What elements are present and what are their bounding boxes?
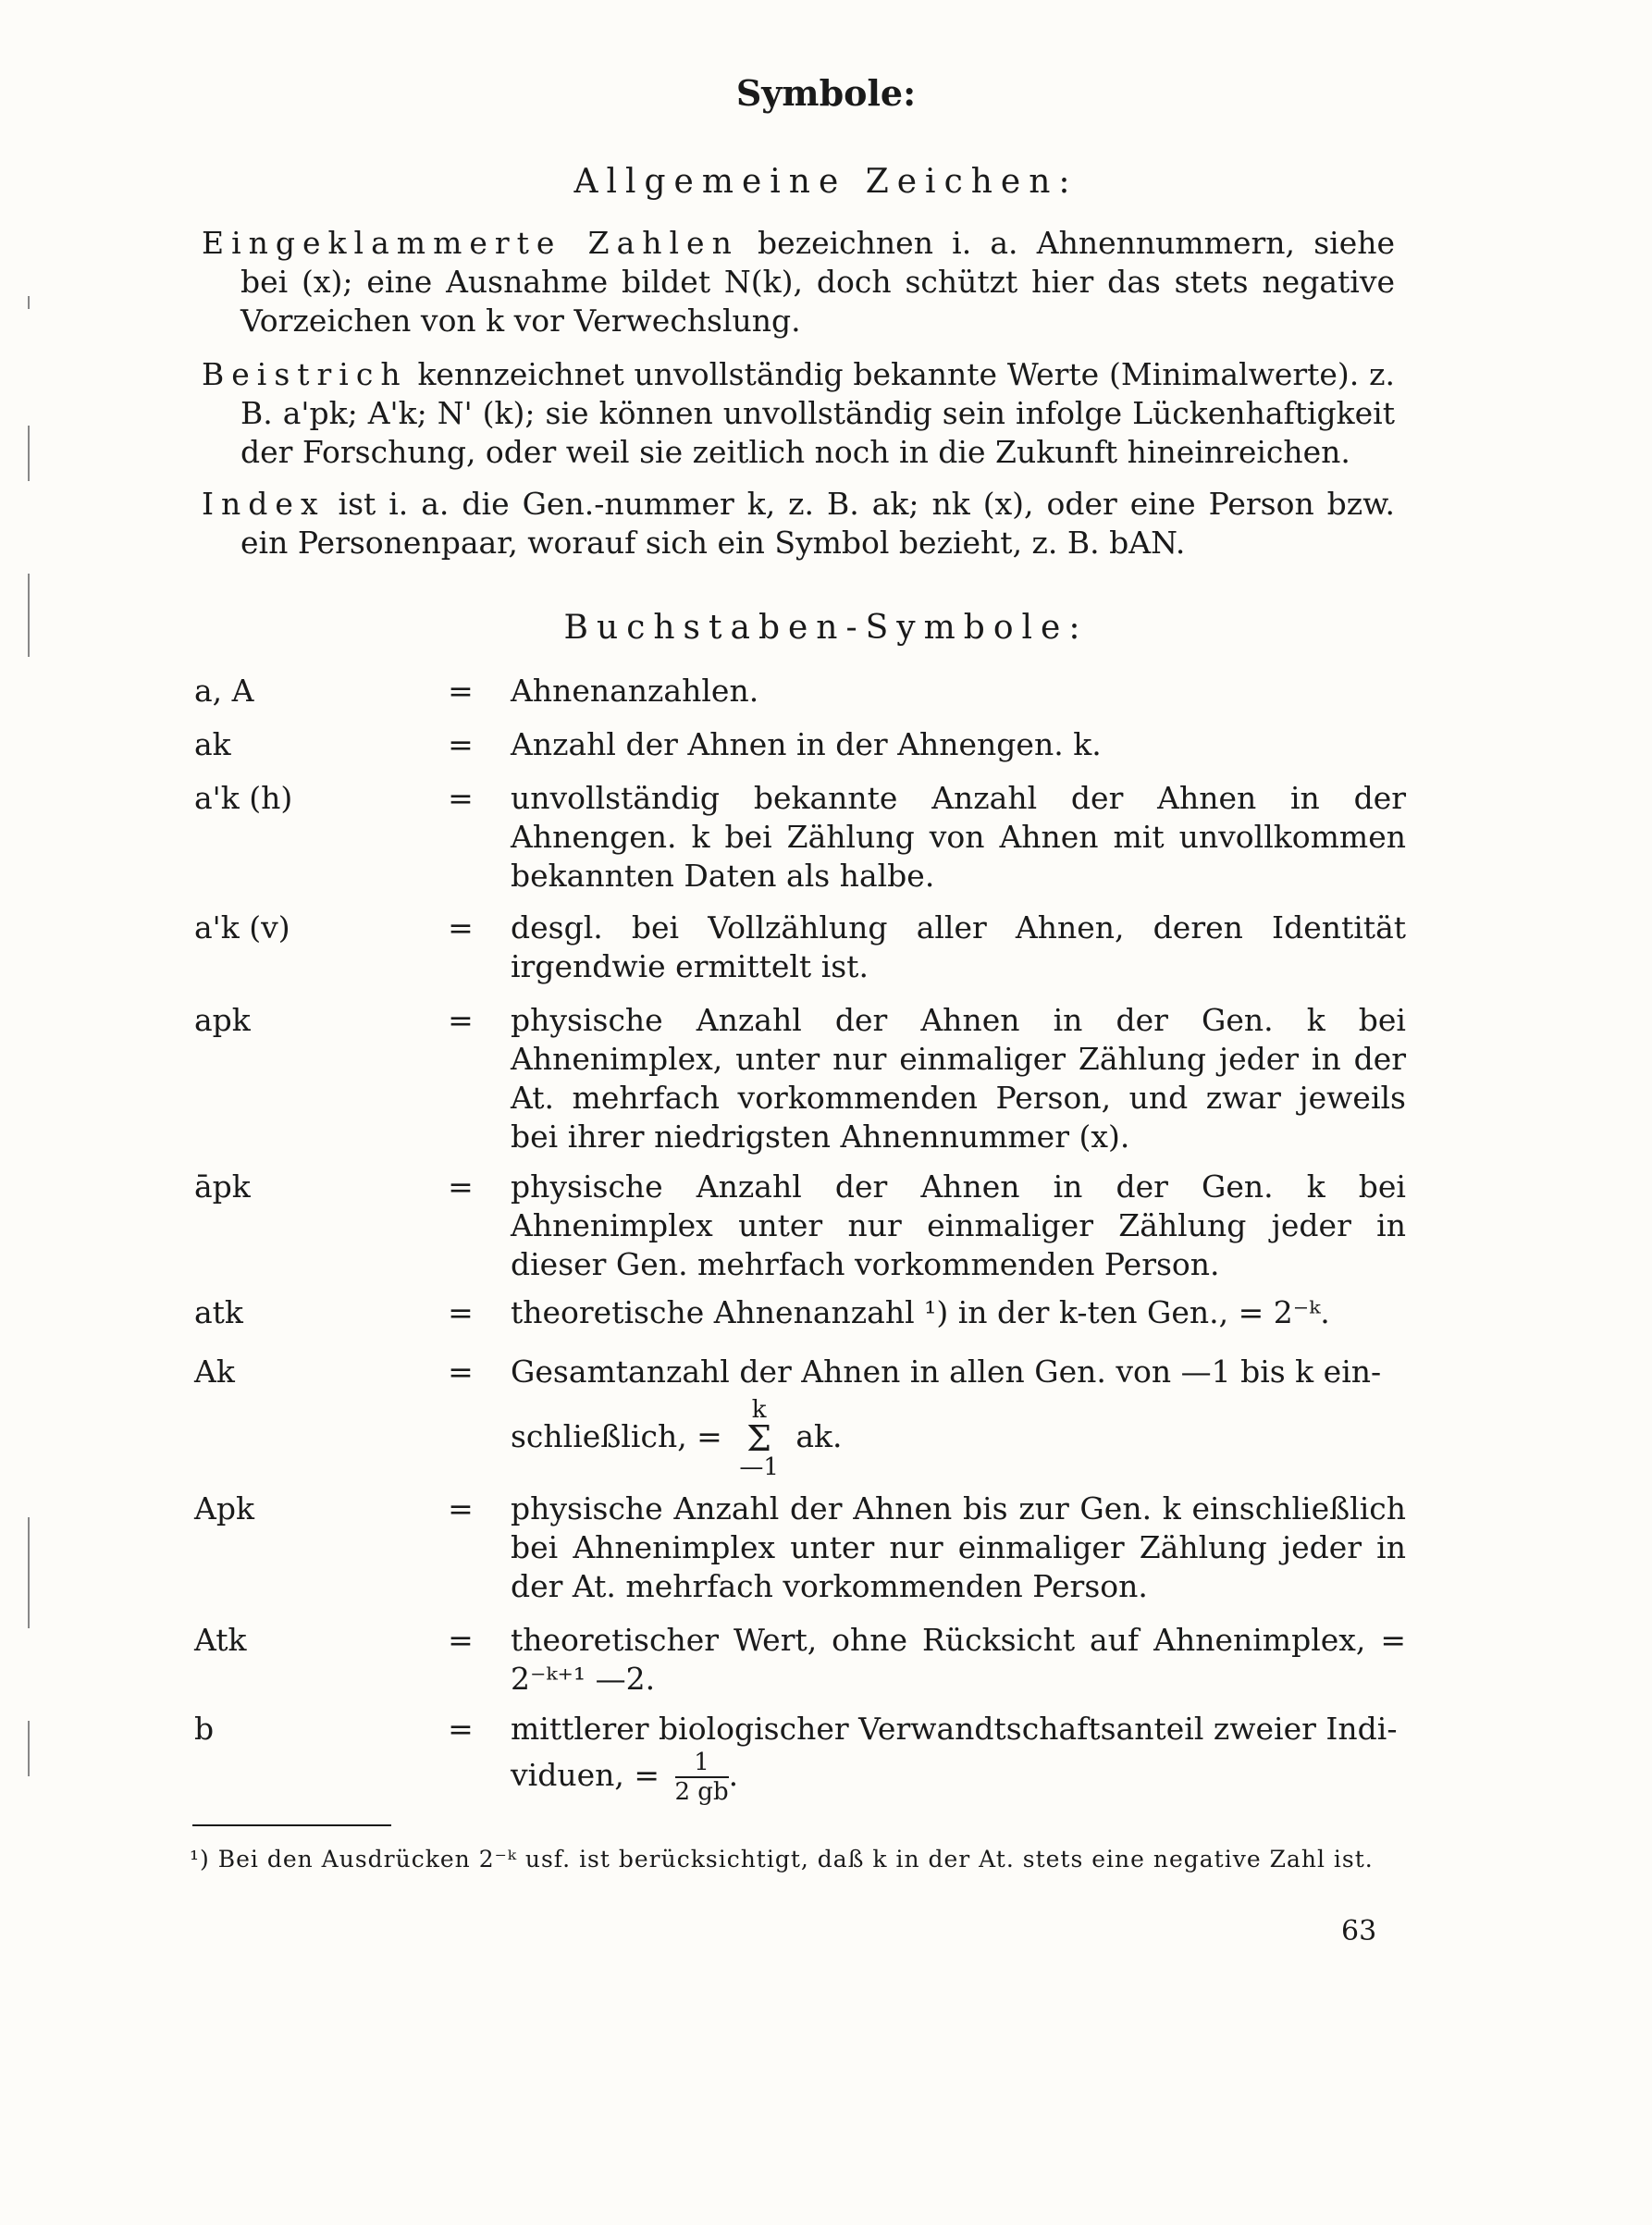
fraction-denominator: 2 gb xyxy=(674,1778,729,1806)
definition-text: schließlich, = xyxy=(511,1418,722,1454)
general-entry-text: kennzeichnet unvollständig bekannte Werte (Minimalwerte). z. B. a'pk; A'k; N' (k); sie können unvollständig sein infolge Lückenhaftigkeit der Forschung, oder weil sie zeitlich noch in die Zukunft hineinreichen. xyxy=(240,356,1395,470)
symbol-term: a, A xyxy=(194,673,254,709)
footnote-rule xyxy=(192,1824,391,1826)
equals-sign: = xyxy=(448,1711,474,1747)
equals-sign: = xyxy=(448,726,474,762)
general-signs-heading: Allgemeine Zeichen: xyxy=(573,163,1079,201)
symbol-definition: theoretischer Wert, ohne Rücksicht auf Ahnenimplex, = 2⁻ᵏ⁺¹ —2. xyxy=(511,1622,1406,1697)
equals-sign: = xyxy=(448,780,474,816)
equals-sign: = xyxy=(448,1622,474,1658)
scan-mark xyxy=(28,426,30,481)
letter-symbols-heading: Buchstaben-Symbole: xyxy=(563,609,1089,647)
equals-sign: = xyxy=(448,673,474,709)
fraction-numerator: 1 xyxy=(675,1749,729,1778)
symbol-term: ak xyxy=(194,726,231,762)
symbol-term: a'k (v) xyxy=(194,909,290,946)
equals-sign: = xyxy=(448,1294,474,1330)
symbol-term: apk xyxy=(194,1002,251,1038)
symbol-definition: unvollständig bekannte Anzahl der Ahnen in der Ahnengen. k bei Zählung von Ahnen mit unvollkommen bekannten Daten als halbe. xyxy=(511,780,1406,894)
general-entry-text: ist i. a. die Gen.-nummer k, z. B. ak; nk (x), oder eine Person bzw. ein Personenpaar, worauf sich ein Symbol bezieht, z. B. bAN. xyxy=(240,486,1395,561)
symbol-definition: physische Anzahl der Ahnen in der Gen. k bei Ahnenimplex unter nur einmaliger Zählung jeder in dieser Gen. mehrfach vorkommenden Person. xyxy=(511,1168,1406,1282)
symbol-definition xyxy=(511,1710,1406,1806)
general-entry-term: Index xyxy=(202,486,326,522)
symbol-term: āpk xyxy=(194,1168,251,1205)
symbol-definition: Ahnenanzahlen. xyxy=(511,673,759,709)
definition-text: ak. xyxy=(795,1418,843,1454)
symbol-term: atk xyxy=(194,1294,243,1330)
page-number: 63 xyxy=(1341,1915,1377,1947)
definition-line: mittlerer biologischer Verwandtschaftsanteil zweier Indi- xyxy=(511,1711,1398,1747)
general-entry-term: Eingeklammerte Zahlen xyxy=(202,225,739,261)
definition-line: Gesamtanzahl der Ahnen in allen Gen. von —1 bis k ein- xyxy=(511,1354,1382,1390)
scan-mark xyxy=(28,1721,30,1776)
scan-mark xyxy=(28,1517,30,1628)
symbol-definition: desgl. bei Vollzählung aller Ahnen, deren Identität irgendwie ermittelt ist. xyxy=(511,909,1406,984)
general-entry-brackets xyxy=(202,224,1395,340)
general-entry-index xyxy=(202,485,1395,562)
general-entry-text: bezeichnen i. a. Ahnennummern, siehe bei (x); eine Ausnahme bildet N(k), doch schützt hier das stets negative Vorzeichen von k vor Verwechslung. xyxy=(240,225,1396,339)
symbol-definition: physische Anzahl der Ahnen bis zur Gen. k einschließlich bei Ahnenimplex unter nur einmaliger Zählung jeder in der At. mehrfach vorkommenden Person. xyxy=(511,1490,1406,1604)
general-entry-term: Beistrich xyxy=(202,356,408,392)
scan-mark xyxy=(28,296,30,309)
equals-sign: = xyxy=(448,1002,474,1038)
symbol-term: Atk xyxy=(194,1622,247,1658)
definition-line xyxy=(511,1397,1406,1480)
footnote: ¹) Bei den Ausdrücken 2⁻ᵏ usf. ist berücksichtigt, daß k in der At. stets eine negative Zahl ist. xyxy=(190,1846,1374,1873)
symbol-term: b xyxy=(194,1711,215,1747)
definition-line xyxy=(511,1749,1406,1806)
definition-text: . xyxy=(728,1757,739,1793)
symbol-definition: theoretische Ahnenanzahl ¹) in der k-ten Gen., = 2⁻ᵏ. xyxy=(511,1294,1330,1330)
equals-sign: = xyxy=(448,1490,474,1527)
summation-expression xyxy=(739,1397,779,1480)
page-title: Symbole: xyxy=(735,72,917,114)
summation-sign: Σ xyxy=(746,1418,772,1459)
symbol-definition xyxy=(511,1353,1406,1480)
equals-sign: = xyxy=(448,1354,474,1390)
symbol-definition: physische Anzahl der Ahnen in der Gen. k bei Ahnenimplex, unter nur einmaliger Zählung jeder in der At. mehrfach vorkommenden Person, und zwar jeweils bei ihrer niedrigsten Ahnennummer (x). xyxy=(511,1002,1406,1155)
equals-sign: = xyxy=(448,1168,474,1205)
general-entry-comma xyxy=(202,355,1395,472)
symbol-term: a'k (h) xyxy=(194,780,293,816)
definition-text: viduen, = xyxy=(511,1757,660,1793)
equals-sign: = xyxy=(448,909,474,946)
symbol-term: Apk xyxy=(194,1490,254,1527)
scan-mark xyxy=(28,574,30,657)
symbol-term: Ak xyxy=(194,1354,235,1390)
symbol-definition: Anzahl der Ahnen in der Ahnengen. k. xyxy=(511,726,1102,762)
fraction-expression xyxy=(675,1749,729,1806)
summation-lower-limit: —1 xyxy=(739,1453,779,1481)
summation-upper-limit: k xyxy=(751,1396,767,1424)
